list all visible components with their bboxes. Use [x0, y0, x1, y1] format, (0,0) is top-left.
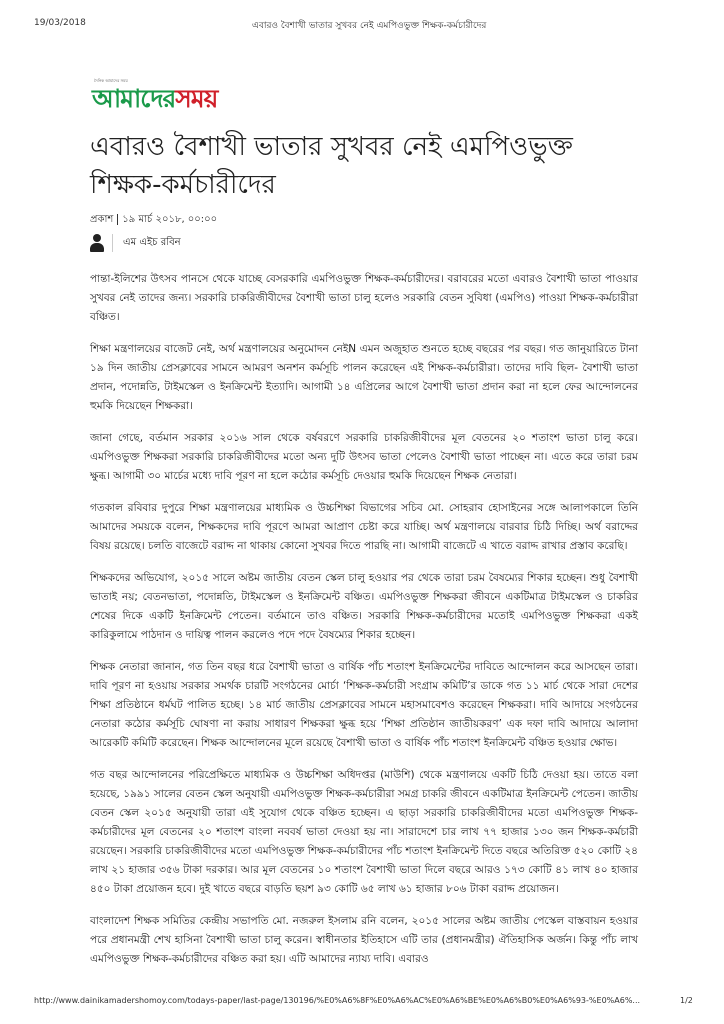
paragraph: গতকাল রবিবার দুপুরে শিক্ষা মন্ত্রণালয়ের মাধ্যমিক ও উচ্চশিক্ষা বিভাগের সচিব মো. সোহরাব হোসাইনের সঙ্গে আলাপকালে তিনি আমাদের সময়কে বলেন, শিক্ষকদের দাবি পূরণে আমরা আপ্রাণ চেষ্টা করে যাচ্ছি। অর্থ মন্ত্রণালয়ে বারবার চিঠি দিচ্ছি। অর্থ বরাদ্দের বিষয় রয়েছে। চলতি বাজেটে বরাদ্দ না থাকায় কোনো সুখবর দিতে পারছি না। আগামী বাজেটে এ খাতে বরাদ্দ রাখার প্রস্তাব করেছি।: [90, 502, 638, 552]
divider: [117, 214, 118, 225]
article-title: এবারও বৈশাখী ভাতার সুখবর নেই এমপিওভুক্ত শিক্ষক-কর্মচারীদের: [90, 132, 573, 200]
article-body: [90, 270, 638, 982]
published-label: প্রকাশ: [90, 214, 114, 225]
logo-text: [92, 85, 217, 113]
print-date: 19/03/2018: [34, 18, 86, 28]
logo-part-2: সময়: [175, 84, 218, 113]
logo-part-1: আমাদের: [92, 84, 176, 113]
author-name: এম এইচ রবিন: [123, 236, 181, 248]
paragraph: বাংলাদেশ শিক্ষক সমিতির কেন্দ্রীয় সভাপতি মো. নজরুল ইসলাম রনি বলেন, ২০১৫ সালের অষ্টম জাতীয় পেস্কেল বাস্তবায়ন হওয়ার পরে প্রধানমন্ত্রী শেখ হাসিনা বৈশাখী ভাতা চালু করেন। স্বাধীনতার ইতিহাসে এটি তার (প্রধানমন্ত্রীর) ঐতিহাসিক অর্জন। কিন্তু পাঁচ লাখ এমপিওভুক্ত শিক্ষক-কর্মচারীদের বঞ্চিত করা হয়। এটি আমাদের ন্যায্য দাবি। এবারও: [90, 915, 638, 965]
user-icon: [90, 234, 113, 252]
published-date: ১৯ মার্চ ২০১৮, ০০:০০: [122, 214, 218, 225]
paragraph: শিক্ষক নেতারা জানান, গত তিন বছর ধরে বৈশাখী ভাতা ও বার্ষিক পাঁচ শতাংশ ইনক্রিমেন্টের দাবিতে আন্দোলন করে আসছেন তারা। দাবি পূরণ না হওয়ায় সরকার সমর্থক চারটি সংগঠনের মোর্চা ‘শিক্ষক-কর্মচারী সংগ্রাম কমিটি’র ডাকে গত ১১ মার্চ থেকে সারা দেশের শিক্ষা প্রতিষ্ঠানে ধর্মঘট পালিত হচ্ছে। ১৪ মার্চ জাতীয় প্রেসক্লাবের সামনে মহাসমাবেশও করেছেন শিক্ষকরা। দাবি আদায়ে সংগঠনের নেতারা কঠোর কর্মসূচি ঘোষণা না করায় সাধারণ শিক্ষকরা ক্ষুব্ধ হয়ে ‘শিক্ষা প্রতিষ্ঠান জাতীয়করণ’ এক দফা দাবি আদায়ে আলাদা আরেকটি কমিটি করেছেন। শিক্ষক আন্দোলনের মূলে রয়েছে বৈশাখী ভাতা ও বার্ষিক পাঁচ শতাংশ ইনক্রিমেন্ট বঞ্চিত হওয়ার ক্ষোভ।: [90, 661, 638, 749]
logo-tagline: দৈনিক আমাদের সময়: [94, 78, 128, 83]
author-byline: [90, 234, 181, 252]
page-number: 1/2: [680, 996, 693, 1005]
page-url[interactable]: http://www.dainikamadershomoy.com/todays-paper/last-page/130196/%E0%A6%8F%E0%A6%AC%E0%A6%BE%E0%A6%B0%E0%A6%93-%E0%A6%...: [34, 996, 641, 1005]
publish-info: [90, 212, 217, 229]
paragraph: শিক্ষকদের অভিযোগ, ২০১৫ সালে অষ্টম জাতীয় বেতন স্কেল চালু হওয়ার পর থেকে তারা চরম বৈষম্যের শিকার হচ্ছেন। শুধু বৈশাখী ভাতাই নয়; বেতনভাতা, পদোন্নতি, টাইমস্কেল ও ইনক্রিমেন্ট বঞ্চিত। এমপিওভুক্ত শিক্ষকরা জীবনে একটিমাত্র টাইমস্কেল ও চাকরির শেষের দিকে একটি ইনক্রিমেন্ট পেতেন। বর্তমানে তাও বঞ্চিত। সরকারি শিক্ষক-কর্মচারীদের মতোই এমপিওভুক্ত শিক্ষকরা একই কারিকুলামে পাঠদান ও দায়িত্ব পালন করলেও পদে পদে বৈষম্যের শিকার হচ্ছেন।: [90, 572, 638, 641]
paragraph: গত বছর আন্দোলনের পরিপ্রেক্ষিতে মাধ্যমিক ও উচ্চশিক্ষা অধিদপ্তর (মাউশি) থেকে মন্ত্রণালয়ে একটি চিঠি দেওয়া হয়। তাতে বলা হয়েছে, ১৯৯১ সালের বেতন স্কেল অনুযায়ী এমপিওভুক্ত শিক্ষক-কর্মচারীরা সমগ্র চাকরি জীবনে একটিমাত্র ইনক্রিমেন্ট পেতেন। জাতীয় বেতন স্কেল ২০১৫ অনুযায়ী তারা এই সুযোগ থেকে বঞ্চিত হচ্ছেন। এ ছাড়া সরকারি চাকরিজীবীদের মতো এমপিওভুক্ত শিক্ষক-কর্মচারীদের মূল বেতনের ২০ শতাংশ বাংলা নববর্ষ ভাতা দেওয়া হয় না। সারাদেশে চার লাখ ৭৭ হাজার ১৩০ জন শিক্ষক-কর্মচারী রয়েছেন। সরকারি চাকরিজীবীদের মতো এমপিওভুক্ত শিক্ষক-কর্মচারীদের পাঁচ শতাংশ ইনক্রিমেন্ট দিতে বছরে অতিরিক্ত ৫২০ কোটি ২৪ লাখ ২১ হাজার ৩৫৬ টাকা দরকার। আর মূল বেতনের ১০ শতাংশ বৈশাখী ভাতা দিলে বছরে আরও ১৭৩ কোটি ৪১ লাখ ৪০ হাজার ৪৫০ টাকা প্রয়োজন হবে। দুই খাতে বছরে বাড়তি ছয়শ ৯৩ কোটি ৬৫ লাখ ৬১ হাজার ৮০৬ টাকা বরাদ্দ প্রয়োজন।: [90, 769, 638, 895]
newspaper-logo[interactable]: [92, 78, 217, 113]
print-header-title: এবারও বৈশাখী ভাতার সুখবর নেই এমপিওভুক্ত শিক্ষক-কর্মচারীদের: [252, 21, 487, 31]
paragraph: শিক্ষা মন্ত্রণালয়ের বাজেট নেই, অর্থ মন্ত্রণালয়ের অনুমোদন নেইN এমন অজুহাত শুনতে হচ্ছে বছরের পর বছর। গত জানুয়ারিতে টানা ১৯ দিন জাতীয় প্রেসক্লাবের সামনে আমরণ অনশন কর্মসূচি পালন করেছেন এই শিক্ষক-কর্মচারীরা। তাদের দাবি ছিল- বৈশাখী ভাতা প্রদান, পদোন্নতি, টাইমস্কেল ও ইনক্রিমেন্ট ইত্যাদি। আগামী ১৪ এপ্রিলের আগে বৈশাখী ভাতা প্রদান করা না হলে ফের আন্দোলনের হুমকি দিয়েছেন শিক্ষকরা।: [90, 343, 638, 412]
paragraph: জানা গেছে, বর্তমান সরকার ২০১৬ সাল থেকে বর্ষবরণে সরকারি চাকরিজীবীদের মূল বেতনের ২০ শতাংশ ভাতা চালু করে। এমপিওভুক্ত শিক্ষকরা সরকারি চাকরিজীবীদের মতো অন্য দুটি উৎসব ভাতা পেলেও বৈশাখী ভাতা পাচ্ছেন না। এতে করে তারা চরম ক্ষুব্ধ। আগামী ৩০ মার্চের মধ্যে দাবি পূরণ না হলে কঠোর কর্মসূচি দেওয়ার হুমকি দিয়েছেন শিক্ষক নেতারা।: [90, 432, 638, 482]
paragraph: পান্তা-ইলিশের উৎসব পানসে থেকে যাচ্ছে বেসরকারি এমপিওভুক্ত শিক্ষক-কর্মচারীদের। বরাবরের মতো এবারও বৈশাখী ভাতা পাওয়ার সুখবর নেই তাদের জন্য। সরকারি চাকরিজীবীদের বৈশাখী ভাতা চালু হলেও সরকারি বেতন সুবিধা (এমপিও) পাওয়া শিক্ষক-কর্মচারীরা বঞ্চিত।: [90, 273, 638, 323]
